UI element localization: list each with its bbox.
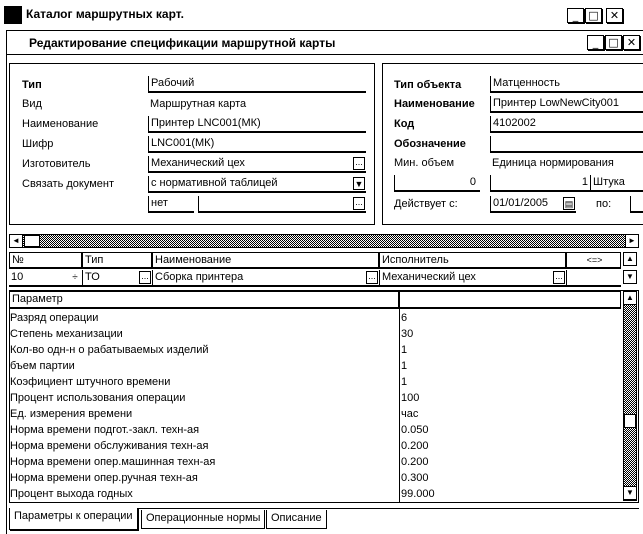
name-field[interactable] bbox=[148, 116, 366, 133]
param-name-cell: Разряд операции bbox=[10, 312, 99, 324]
code-field[interactable] bbox=[148, 136, 366, 153]
object-name-field[interactable] bbox=[490, 96, 643, 113]
tab-description[interactable]: Описание bbox=[266, 510, 327, 529]
maker-label: Изготовитель bbox=[22, 158, 91, 170]
object-name-label: Наименование bbox=[394, 98, 475, 110]
valid-from-value: 01/01/2005 bbox=[493, 197, 549, 209]
op-type-value: ТО bbox=[85, 271, 100, 283]
op-name-value: Сборка принтера bbox=[155, 271, 244, 283]
inner-minimize-button[interactable]: _ bbox=[587, 35, 604, 50]
param-value-cell[interactable]: 0.050 bbox=[401, 424, 429, 436]
param-row[interactable] bbox=[9, 438, 621, 454]
op-type-cell[interactable] bbox=[82, 270, 152, 287]
param-name-cell: бъем партии bbox=[10, 360, 75, 372]
scroll-right-button[interactable]: ► bbox=[625, 234, 639, 248]
link-doc-select[interactable] bbox=[148, 176, 366, 193]
params-scroll-down-button[interactable]: ▼ bbox=[623, 486, 637, 500]
tab-operation-norms[interactable]: Операционные нормы bbox=[141, 510, 265, 529]
link-doc-value: с нормативной таблицей bbox=[151, 177, 278, 189]
min-volume-label: Мин. объем bbox=[394, 157, 455, 169]
param-name-cell: Ед. измерения времени bbox=[10, 408, 133, 420]
min-volume-field[interactable] bbox=[394, 175, 480, 192]
unit-name-field[interactable] bbox=[590, 175, 643, 192]
col-header-name[interactable]: Наименование bbox=[152, 252, 379, 269]
params-header-param[interactable]: Параметр bbox=[9, 291, 399, 309]
param-row[interactable] bbox=[9, 406, 621, 422]
min-volume-value: 0 bbox=[469, 176, 476, 188]
code-value: LNC001(МК) bbox=[151, 137, 215, 149]
ops-scroll-up-button[interactable]: ▲ bbox=[623, 252, 637, 266]
type-value: Рабочий bbox=[151, 77, 195, 89]
object-type-label: Тип объекта bbox=[394, 79, 462, 91]
designation-label: Обозначение bbox=[394, 138, 466, 150]
object-code-field[interactable] bbox=[490, 116, 643, 133]
spin-icon[interactable]: ÷ bbox=[69, 271, 81, 284]
outer-close-button[interactable]: ✕ bbox=[606, 8, 623, 23]
unit-qty-value: 1 bbox=[581, 176, 588, 188]
object-code-value: 4102002 bbox=[493, 117, 536, 129]
params-scroll-thumb[interactable] bbox=[624, 414, 636, 428]
col-header-swap[interactable]: <=> bbox=[566, 252, 621, 269]
link-doc-label: Связать документ bbox=[22, 178, 115, 190]
params-scroll-up-button[interactable]: ▲ bbox=[623, 291, 637, 305]
op-executor-cell[interactable] bbox=[379, 270, 566, 287]
maker-value: Механический цех bbox=[151, 157, 245, 169]
param-value-cell[interactable]: 1 bbox=[401, 376, 408, 388]
object-name-value: Принтер LowNewCity001 bbox=[493, 97, 619, 109]
param-value-cell[interactable]: 0.300 bbox=[401, 472, 429, 484]
param-name-cell: Норма времени обслуживания техн-ая bbox=[10, 440, 209, 452]
valid-from-field[interactable] bbox=[490, 196, 576, 213]
param-row[interactable] bbox=[9, 342, 621, 358]
dropdown-arrow-icon[interactable]: ▼ bbox=[354, 179, 364, 189]
name-value: Принтер LNC001(МК) bbox=[151, 117, 261, 129]
valid-to-field[interactable] bbox=[630, 196, 643, 213]
param-row[interactable] bbox=[9, 454, 621, 470]
param-row[interactable] bbox=[9, 358, 621, 374]
col-header-executor[interactable]: Исполнитель bbox=[379, 252, 566, 269]
extra-field[interactable] bbox=[148, 196, 194, 213]
inner-title-bar bbox=[7, 31, 643, 55]
param-value-cell[interactable]: 1 bbox=[401, 360, 408, 372]
extra2-lookup-button[interactable]: ... bbox=[353, 197, 365, 210]
col-header-num[interactable]: № bbox=[9, 252, 82, 269]
param-row[interactable] bbox=[9, 470, 621, 486]
outer-minimize-button[interactable]: _ bbox=[567, 8, 584, 23]
unit-label: Единица нормирования bbox=[492, 157, 614, 169]
name-label: Наименование bbox=[22, 118, 99, 130]
scroll-left-button[interactable]: ◄ bbox=[9, 234, 23, 248]
object-type-value: Матценность bbox=[493, 77, 561, 89]
param-name-cell: Кол-во одн-н о рабатываемых изделий bbox=[10, 344, 209, 356]
object-type-field[interactable] bbox=[490, 76, 643, 93]
param-row[interactable] bbox=[9, 310, 621, 326]
params-vertical-scrollbar[interactable] bbox=[623, 291, 637, 501]
param-row[interactable] bbox=[9, 374, 621, 390]
object-code-label: Код bbox=[394, 118, 415, 130]
calendar-icon[interactable]: ▤ bbox=[564, 199, 574, 209]
horizontal-scroll-thumb[interactable] bbox=[24, 235, 40, 247]
op-num-cell[interactable] bbox=[9, 270, 82, 287]
designation-field[interactable] bbox=[490, 136, 643, 153]
kind-value: Маршрутная карта bbox=[150, 98, 247, 110]
unit-name-value: Штука bbox=[593, 176, 625, 188]
param-name-cell: Процент выхода годных bbox=[10, 488, 133, 500]
app-icon bbox=[4, 6, 22, 24]
op-name-lookup-button[interactable]: ... bbox=[366, 271, 378, 284]
param-name-cell: Степень механизации bbox=[10, 328, 123, 340]
param-value-cell[interactable]: час bbox=[401, 408, 419, 420]
param-name-cell: Коэфициент штучного времени bbox=[10, 376, 171, 388]
param-row[interactable] bbox=[9, 390, 621, 406]
op-num-value: 10 bbox=[11, 271, 24, 283]
valid-from-label: Действует с: bbox=[394, 198, 458, 210]
ops-scroll-down-button[interactable]: ▼ bbox=[623, 270, 637, 284]
type-label: Тип bbox=[22, 79, 42, 91]
param-row[interactable] bbox=[9, 486, 621, 502]
op-executor-value: Механический цех bbox=[382, 271, 476, 283]
unit-qty-field[interactable] bbox=[490, 175, 590, 192]
param-value-cell[interactable]: 6 bbox=[401, 312, 408, 324]
params-column-divider bbox=[399, 309, 400, 502]
param-value-cell[interactable]: 100 bbox=[401, 392, 420, 404]
param-value-cell[interactable]: 30 bbox=[401, 328, 414, 340]
inner-window-title: Редактирование спецификации маршрутной карты bbox=[29, 36, 336, 50]
outer-maximize-button[interactable]: □ bbox=[585, 8, 602, 23]
op-executor-lookup-button[interactable]: ... bbox=[553, 271, 565, 284]
type-field[interactable] bbox=[148, 76, 366, 93]
inner-maximize-button[interactable]: □ bbox=[605, 35, 622, 50]
valid-to-label: по: bbox=[596, 198, 612, 210]
param-value-cell[interactable]: 0.200 bbox=[401, 456, 429, 468]
param-value-cell[interactable]: 1 bbox=[401, 344, 408, 356]
param-name-cell: Норма времени опер.машинная техн-ая bbox=[10, 456, 216, 468]
params-header-value[interactable] bbox=[399, 291, 621, 309]
param-row[interactable] bbox=[9, 326, 621, 342]
maker-field[interactable] bbox=[148, 156, 366, 173]
extra-value: нет bbox=[151, 197, 168, 209]
param-value-cell[interactable]: 99.000 bbox=[401, 488, 435, 500]
param-value-cell[interactable]: 0.200 bbox=[401, 440, 429, 452]
code-label: Шифр bbox=[22, 138, 54, 150]
outer-window-title: Каталог маршрутных карт. bbox=[26, 7, 184, 21]
horizontal-scrollbar[interactable] bbox=[9, 234, 639, 248]
tab-operation-params[interactable]: Параметры к операции bbox=[9, 508, 138, 530]
inner-close-button[interactable]: ✕ bbox=[623, 35, 640, 50]
param-row[interactable] bbox=[9, 422, 621, 438]
op-extra-cell[interactable] bbox=[566, 270, 621, 287]
op-name-cell[interactable] bbox=[152, 270, 379, 287]
param-name-cell: Норма времени опер.ручная техн-ая bbox=[10, 472, 198, 484]
extra2-field[interactable] bbox=[198, 196, 366, 213]
maker-lookup-button[interactable]: ... bbox=[353, 157, 365, 170]
col-header-type[interactable]: Тип bbox=[82, 252, 152, 269]
kind-label: Вид bbox=[22, 98, 42, 110]
param-name-cell: Процент использования операции bbox=[10, 392, 186, 404]
op-type-lookup-button[interactable]: ... bbox=[139, 271, 151, 284]
param-name-cell: Норма времени подгот.-закл. техн-ая bbox=[10, 424, 200, 436]
outer-title-bar bbox=[0, 0, 643, 30]
